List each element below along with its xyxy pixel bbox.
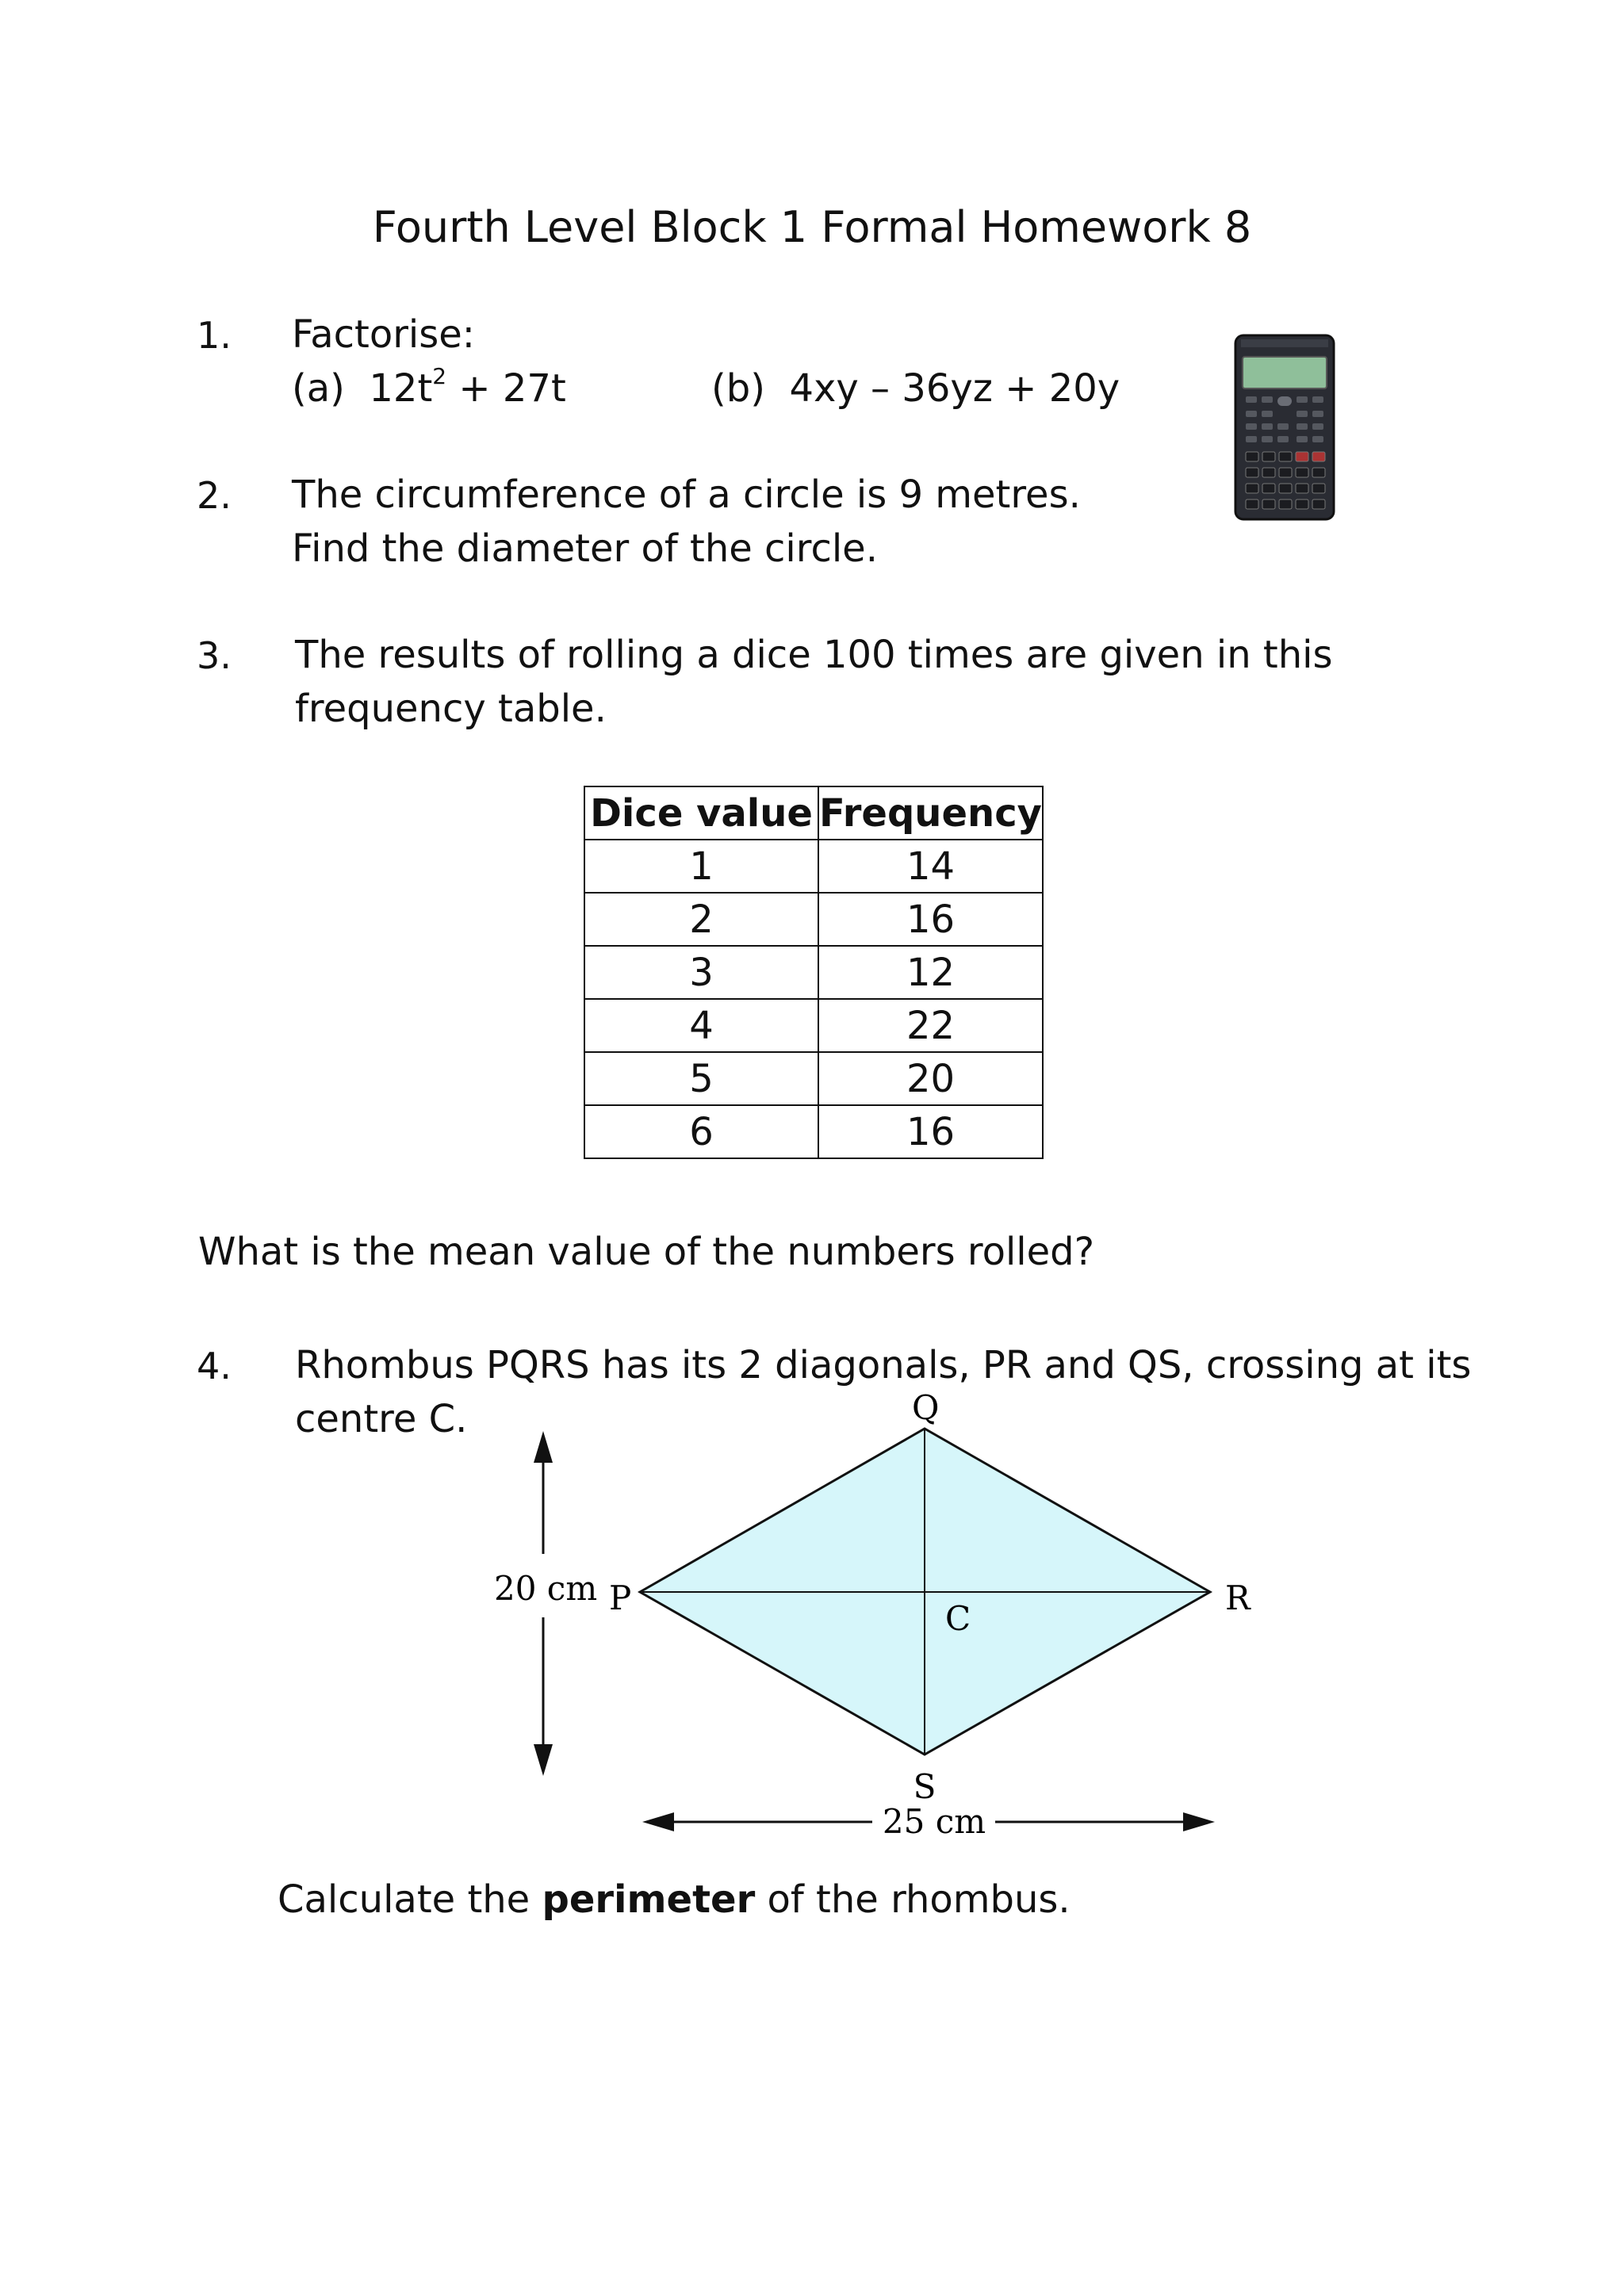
question-4-line1: Rhombus PQRS has its 2 diagonals, PR and QS, crossing at its	[295, 1343, 1472, 1387]
question-1a-expression: $12t^2 + 27t$	[369, 363, 566, 411]
page-title: Fourth Level Block 1 Formal Homework 8	[372, 202, 1252, 252]
vertex-label-s: S	[913, 1767, 936, 1806]
frequency-cell: 22	[818, 999, 1043, 1052]
arrow-down-icon	[534, 1744, 553, 1776]
question-4-final-instruction: Calculate the perimeter of the rhombus.	[278, 1877, 1071, 1922]
perimeter-emphasis: perimeter	[542, 1877, 756, 1922]
question-4-line2: centre C.	[295, 1397, 468, 1441]
vertex-label-r: R	[1225, 1578, 1251, 1617]
centre-label-c: C	[945, 1599, 971, 1638]
question-3-number: 3.	[197, 634, 232, 677]
question-1b-label: (b)	[711, 366, 765, 411]
vertex-label-q: Q	[912, 1388, 940, 1427]
question-1-prompt: Factorise:	[292, 312, 475, 357]
question-1a-label: (a)	[292, 366, 345, 411]
arrow-left-icon	[642, 1812, 674, 1831]
question-4-number: 4.	[197, 1345, 232, 1387]
question-3-line2: frequency table.	[295, 687, 607, 731]
frequency-cell: 16	[818, 893, 1043, 946]
dice-value-cell: 5	[584, 1052, 818, 1105]
frequency-cell: 20	[818, 1052, 1043, 1105]
question-2-number: 2.	[197, 474, 232, 517]
column-header-frequency: Frequency	[818, 786, 1043, 840]
column-header-dice-value: Dice value	[584, 786, 818, 840]
width-dimension-label: 25 cm	[882, 1802, 986, 1841]
height-dimension-label: 20 cm	[494, 1569, 598, 1608]
dice-value-cell: 6	[584, 1105, 818, 1158]
question-2-line2: Find the diameter of the circle.	[292, 526, 878, 571]
dice-value-cell: 2	[584, 893, 818, 946]
question-3-line1: The results of rolling a dice 100 times are given in this	[295, 633, 1333, 677]
question-3-mean-question: What is the mean value of the numbers rolled?	[198, 1230, 1095, 1274]
vertex-label-p: P	[609, 1578, 632, 1617]
arrow-right-icon	[1183, 1812, 1215, 1831]
question-1-number: 1.	[197, 314, 232, 357]
dice-value-cell: 3	[584, 946, 818, 999]
arrow-up-icon	[534, 1431, 553, 1463]
question-1b-expression: 4xy – 36yz + 20y	[789, 366, 1120, 411]
frequency-cell: 14	[818, 840, 1043, 893]
question-2-line1: The circumference of a circle is 9 metres.	[292, 473, 1081, 517]
dice-value-cell: 4	[584, 999, 818, 1052]
frequency-cell: 12	[818, 946, 1043, 999]
dice-value-cell: 1	[584, 840, 818, 893]
frequency-cell: 16	[818, 1105, 1043, 1158]
